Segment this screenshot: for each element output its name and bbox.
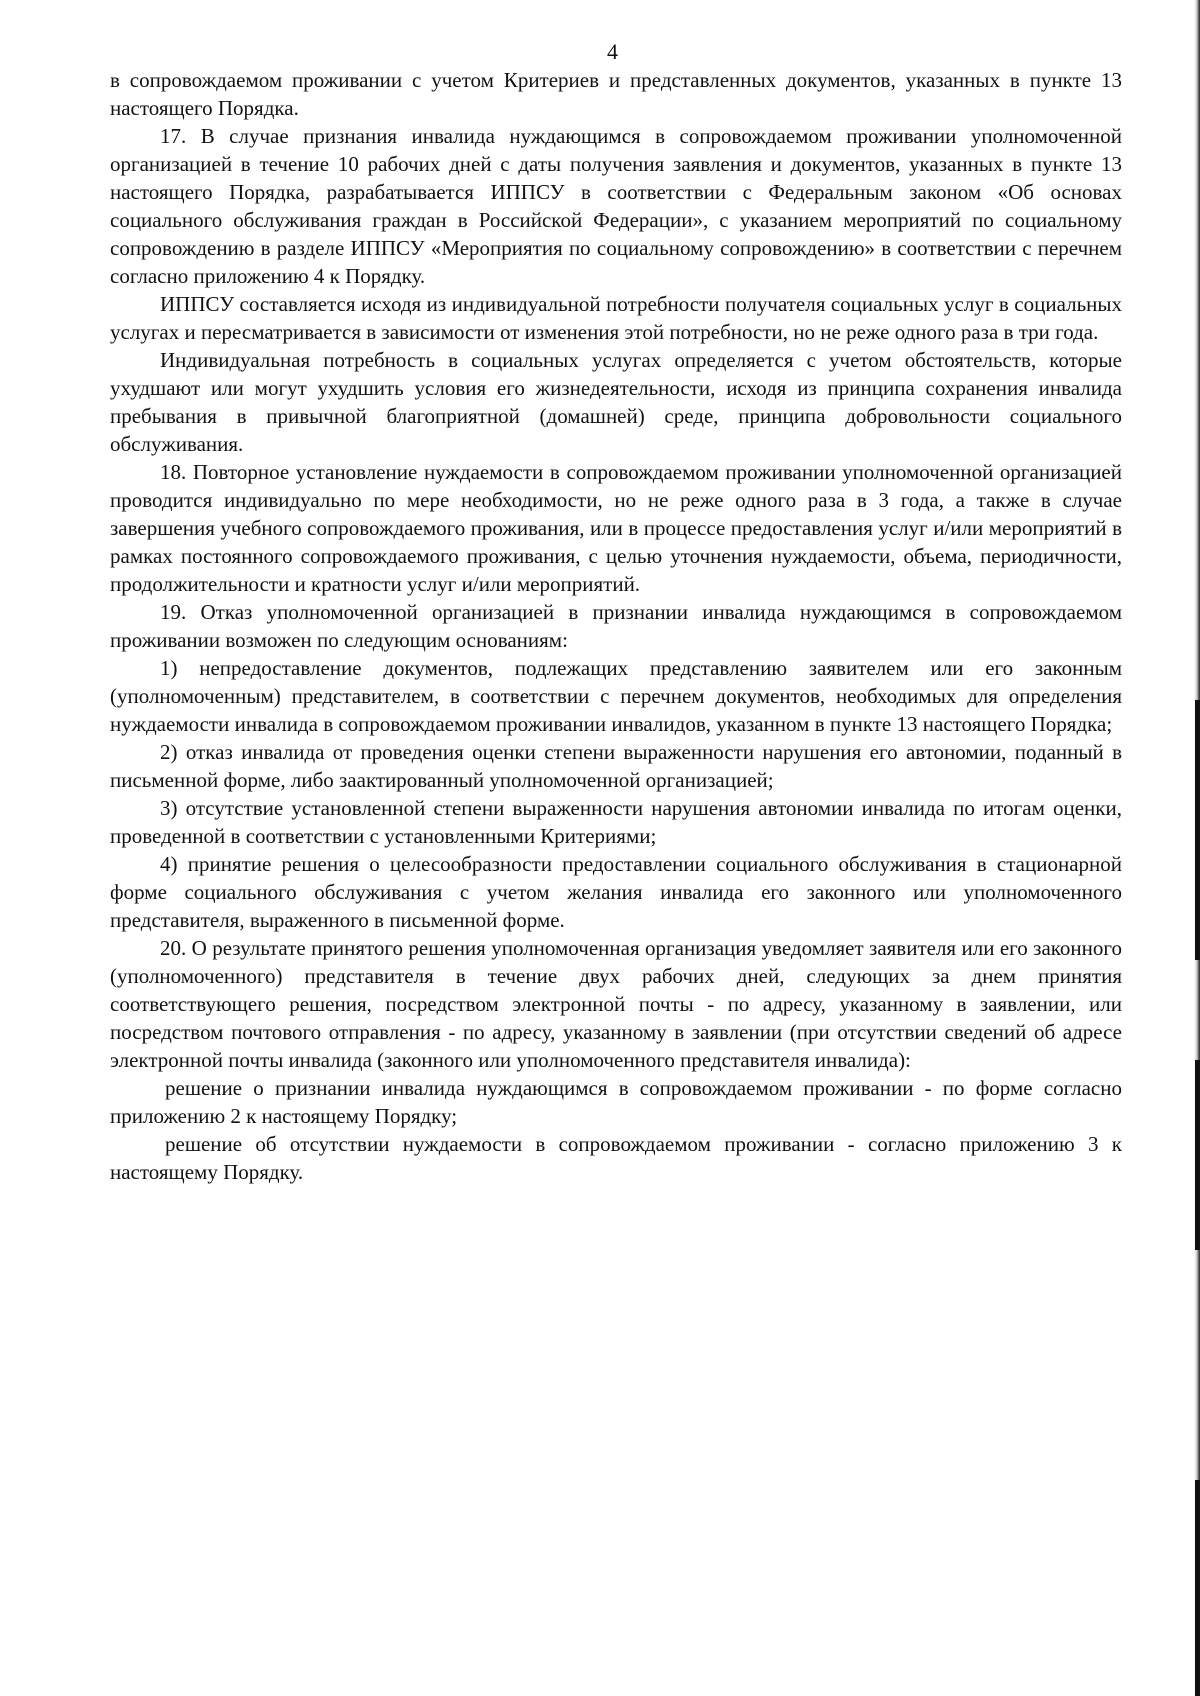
paragraph-item-20: 20. О результате принятого решения уполномоченная организация уведомляет заявителя или его законного (уполномоченного) представителя в течение двух рабочих дней, следующих за днем принятия соответствующего решения, посредством электронной почты - по адресу, указанному в заявлении, или посредством почтового отправления - по адресу, указанному в заявлении (при отсутствии сведений об адресе электронной почты инвалида (законного или уполномоченного представителя инвалида): (110, 936, 1122, 1072)
list-item-2: 2) отказ инвалида от проведения оценки степени выраженности нарушения его автономии, поданный в письменной форме, либо заактированный уполномоченной организацией; (110, 740, 1122, 792)
paragraph-ippsu: ИППСУ составляется исходя из индивидуальной потребности получателя социальных услуг в социальных услугах и пересматривается в зависимости от изменения этой потребности, но не реже одного раза в три года. (110, 292, 1122, 344)
paragraph-continuation: в сопровождаемом проживании с учетом Критериев и представленных документов, указанных в пункте 13 настоящего Порядка. (110, 68, 1122, 120)
paragraph-item-17: 17. В случае признания инвалида нуждающимся в сопровождаемом проживании уполномоченной организацией в течение 10 рабочих дней с даты получения заявления и документов, указанных в пункте 13 настоящего Порядка, разрабатывается ИППСУ в соответствии с Федеральным законом «Об основах социального обслуживания граждан в Российской Федерации», с указанием мероприятий по социальному сопровождению в разделе ИППСУ «Мероприятия по социальному сопровождению» в соответствии с перечнем согласно приложению 4 к Порядку. (110, 124, 1122, 288)
scan-edge-mark (1195, 1060, 1200, 1250)
list-item-1: 1) непредоставление документов, подлежащих представлению заявителем или его законным (уполномоченным) представителем, в соответствии с перечнем документов, необходимых для определения нуждаемости инвалида в сопровождаемом проживании инвалидов, указанном в пункте 13 настоящего Порядка; (110, 656, 1122, 736)
scan-edge-mark (1195, 700, 1200, 960)
paragraph-item-19: 19. Отказ уполномоченной организацией в признании инвалида нуждающимся в сопровождаемом проживании возможен по следующим основаниям: (110, 600, 1122, 652)
list-item-3: 3) отсутствие установленной степени выраженности нарушения автономии инвалида по итогам оценки, проведенной в соответствии с установленными Критериями; (110, 796, 1122, 848)
paragraph-item-18: 18. Повторное установление нуждаемости в сопровождаемом проживании уполномоченной организацией проводится индивидуально по мере необходимости, но не реже одного раза в 3 года, а также в случае завершения учебного сопровождаемого проживания, или в процессе предоставления услуг и/или мероприятий в рамках постоянного сопровождаемого проживания, с целью уточнения нуждаемости, объема, периодичности, продолжительности и кратности услуг и/или мероприятий. (110, 460, 1122, 596)
list-item-4: 4) принятие решения о целесообразности предоставлении социального обслуживания в стационарной форме социального обслуживания с учетом желания инвалида его законного или уполномоченного представителя, выраженного в письменной форме. (110, 852, 1122, 932)
paragraph-individual-need: Индивидуальная потребность в социальных услугах определяется с учетом обстоятельств, которые ухудшают или могут ухудшить условия его жизнедеятельности, исходя из принципа сохранения инвалида пребывания в привычной благоприятной (домашней) среде, принципа добровольности социального обслуживания. (110, 348, 1122, 456)
scan-edge-mark (1195, 1480, 1200, 1696)
page-number: 4 (607, 39, 618, 64)
decision-no-need: решение об отсутствии нуждаемости в сопровождаемом проживании - согласно приложению 3 к настоящему Порядку. (110, 1132, 1122, 1184)
document-body (110, 66, 1122, 1186)
decision-need: решение о признании инвалида нуждающимся в сопровождаемом проживании - по форме согласно приложению 2 к настоящему Порядку; (110, 1076, 1122, 1128)
